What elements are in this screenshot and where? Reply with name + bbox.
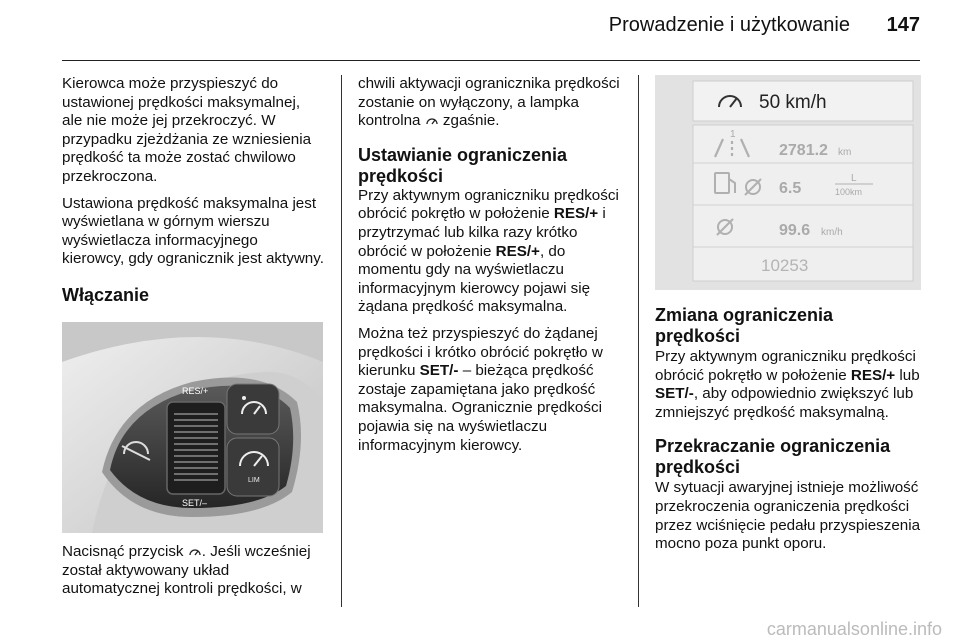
fuel-average: 6.5 xyxy=(779,180,802,197)
steering-wheel-controls-image xyxy=(62,322,323,533)
average-speed: 99.6 xyxy=(779,222,811,239)
section-heading-set: Ustawianie ograniczenia prędkości xyxy=(358,144,568,186)
section-heading-change: Zmiana ograniczenia prędkości xyxy=(655,305,834,346)
section-heading-exceed: Przekraczanie ograniczenia prędkości xyxy=(655,436,891,478)
header-rule xyxy=(62,60,920,61)
speed-limit-value: 50 km/h xyxy=(759,92,827,113)
instrument-cluster-display xyxy=(655,75,921,290)
trip-unit: km xyxy=(838,147,852,158)
page-title: Prowadzenie i użytkowanie xyxy=(608,14,850,36)
column-1 xyxy=(62,75,324,318)
set-label: SET/– xyxy=(182,498,208,508)
fuel-unit-top: L xyxy=(851,173,857,184)
column-divider-2 xyxy=(638,75,639,607)
page-header xyxy=(0,0,960,62)
paragraph: Przy aktywnym ograniczniku prędkości obrócić pokrętło w położenie RES/+ lub SET/-, aby odpowiednio zwiększyć lub zmniejszyć prędkość maksymalną. xyxy=(655,348,920,421)
paragraph: Nacisnąć przycisk . Jeśli wcześniej został aktywowany układ automatycznej kontroli prędkości, w xyxy=(62,543,311,598)
paragraph: Można też przyspieszyć do żądanej prędkości i krótko obrócić pokrętło w kierunku SET/- – bieżąca prędkość zostaje zapamiętana jako prędkość maksymalna. Ogranicznie prędkości pojawia się na wyświetlaczu informacyjnym kierowcy. xyxy=(358,324,603,454)
average-speed-unit: km/h xyxy=(821,227,843,238)
steering-wheel-illustration xyxy=(62,322,323,533)
trip-distance: 2781.2 xyxy=(779,142,828,159)
trip-index: 1 xyxy=(730,129,736,140)
res-label: RES/+ xyxy=(182,386,209,396)
fuel-unit-bottom: 100km xyxy=(835,187,863,197)
cluster-illustration xyxy=(655,75,921,290)
column-3 xyxy=(655,305,923,562)
column-1-continued xyxy=(62,543,324,607)
column-2 xyxy=(358,75,630,463)
cruise-control-lamp-icon xyxy=(425,114,439,126)
page-number: 147 xyxy=(886,14,920,36)
paragraph: chwili aktywacji ogranicznika prędkości zostanie on wyłączony, a lampka kontrolna zgaśnie. xyxy=(358,75,620,130)
speed-limiter-icon xyxy=(188,545,202,557)
odometer: 10253 xyxy=(761,256,809,275)
paragraph: Ustawiona prędkość maksymalna jest wyświetlana w górnym wierszu wyświetlacza informacyjnego kierowcy, gdy ogranicznik jest aktywny. xyxy=(62,194,324,268)
section-heading-on: Włączanie xyxy=(62,284,150,305)
paragraph: W sytuacji awaryjnej istnieje możliwość przekroczenia ograniczenia prędkości przez wciśnięcie pedału przyspieszenia mocno poza punkt oporu. xyxy=(655,479,921,553)
lim-label: LIM xyxy=(248,477,260,484)
paragraph: Kierowca może przyspieszyć do ustawionej prędkości maksymalnej, ale nie może jej przekroczyć. W przypadku zjeżdżania ze wzniesienia prędkość ta może zostać chwilowo przekroczona. xyxy=(62,75,312,185)
paragraph: Przy aktywnym ograniczniku prędkości obrócić pokrętło w położenie RES/+ i przytrzymać lub kilka razy krótko obrócić w położenie RES/+, do momentu gdy na wyświetlaczu informacyjnym kierowcy pojawi się żądana prędkość maksymalna. xyxy=(358,186,619,316)
watermark: carmanualsonline.info xyxy=(766,619,942,639)
column-divider-1 xyxy=(341,75,342,607)
